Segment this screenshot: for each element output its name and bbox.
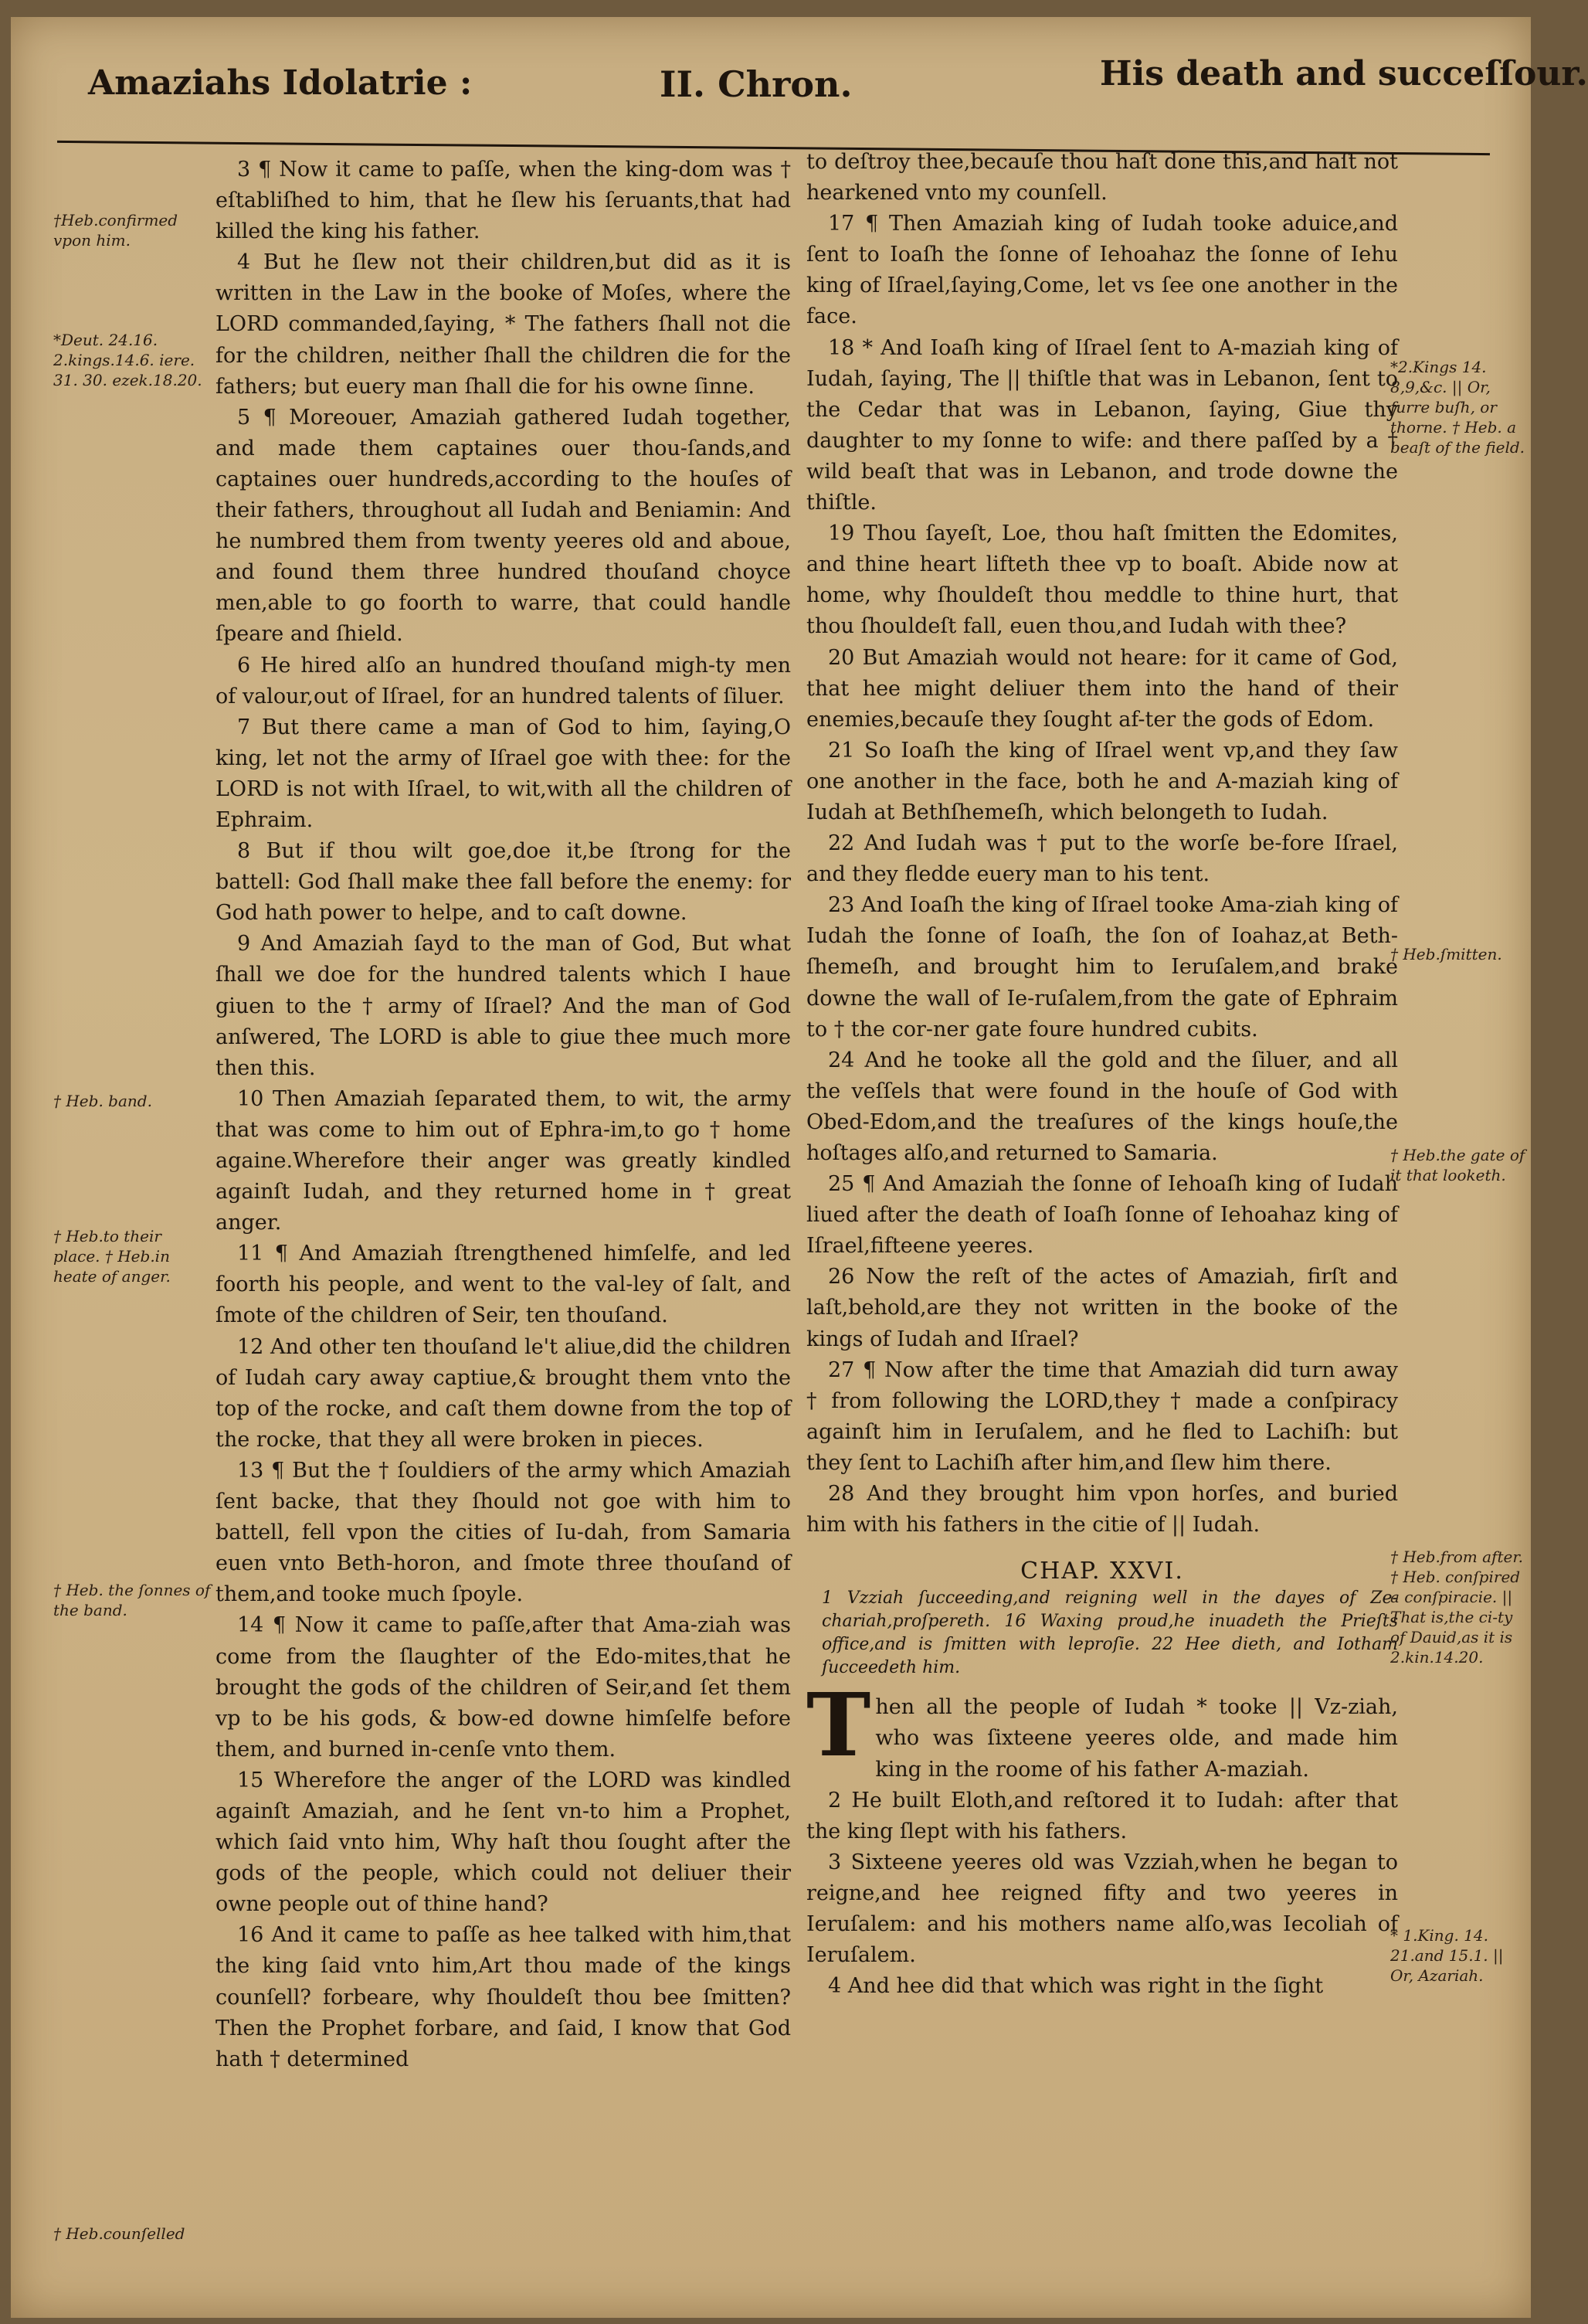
verse: 5 ¶ Moreouer, Amaziah gathered Iudah together, and made them captaines ouer thou-ſands,and captaines ouer hundreds,according to the houſes of their fathers, throughout all Iudah and Beniamin: And he numbred them from twenty yeeres old and aboue, and found them three hundred thouſand choyce men,able to go foorth to warre, that could handle ſpeare and ſhield.	[215, 405, 791, 647]
chapter-summary: 1 Vzziah ſucceeding,and reigning well in the dayes of Ze-chariah,proſpereth. 16 Waxing proud,he inuadeth the Prieſts office,and is ſmitten with leproſie. 22 Hee dieth, and Iotham ſucceedeth him.	[822, 1588, 1398, 1678]
verse: 19 Thou ſayeſt, Loe, thou haſt ſmitten the Edomites, and thine heart lifteth thee vp to boaſt. Abide now at home, why ſhouldeſt thou meddle to thine hurt, that thou ſhouldeſt fall, euen thou,and Iudah with thee?	[806, 522, 1398, 639]
verse: 3 ¶ Now it came to paſſe, when the king-dom was † eſtabliſhed to him, that he ſlew his ſeruants,that had killed the king his father.	[215, 158, 791, 244]
verse: 8 But if thou wilt goe,doe it,be ſtrong for the battell: God ſhall make thee fall before the enemy: for God hath power to helpe, and to caſt downe.	[215, 839, 791, 926]
running-header-left: Amaziahs Idolatrie :	[88, 63, 473, 103]
margin-note: † Heb.the gate of it that looketh.	[1390, 1146, 1525, 1184]
running-header-book: II. Chron.	[660, 63, 853, 105]
bible-page	[11, 17, 1588, 2318]
verse: 20 But Amaziah would not heare: for it came of God, that hee might deliuer them into the hand of their enemies,becauſe they ſought af-ter the gods of Edom.	[806, 645, 1398, 732]
verse: 2 He built Eloth,and reſtored it to Iudah: after that the king ſlept with his fathers.	[806, 1788, 1398, 1843]
verse: 14 ¶ Now it came to paſſe,after that Ama-ziah was come from the ſlaughter of the Edo-mites,that he brought the gods of the children of Seir,and ſet them vp to be his gods, & bow-ed downe himſelfe before them, and burned in-cenſe vnto them.	[215, 1613, 791, 1762]
verse: 22 And Iudah was † put to the worſe be-fore Iſrael, and they fledde euery man to his tent.	[806, 831, 1398, 887]
margin-note: † Heb. band.	[53, 1092, 152, 1110]
verse: 4 But he ſlew not their children,but did as it is written in the Law in the booke of Moſes, where the LORD commanded,ſaying, * The fathers ſhall not die for the children, neither ſhall the children die for the fathers; but euery man ſhall die for his owne ſinne.	[215, 250, 791, 399]
text-column-right	[806, 147, 1398, 2002]
verse: 7 But there came a man of God to him, ſaying,O king, let not the army of Iſrael goe with thee: for the LORD is not with Iſrael, to wit,with all the children of Ephraim.	[215, 715, 791, 832]
chapter-title: CHAP. XXVI.	[1020, 1558, 1184, 1585]
margin-note: † Heb.ſmitten.	[1390, 945, 1502, 963]
text-column-left	[215, 155, 791, 2075]
margin-note: *Deut. 24.16. 2.kings.14.6. iere. 31. 30. ezek.18.20.	[53, 331, 202, 389]
verse: 6 He hired alſo an hundred thouſand migh-ty men of valour,out of Iſrael, for an hundred talents of ſiluer.	[215, 653, 791, 708]
verse: 27 ¶ Now after the time that Amaziah did turn away † from following the LORD,they † made a conſpiracy againſt him in Ieruſalem, and he fled to Lachiſh: but they ſent to Lachiſh after him,and ſlew him there.	[806, 1357, 1398, 1475]
chapter-first-verse	[806, 1675, 1398, 1785]
margin-note: † Heb.from after. † Heb. conſpired a conſpiracie. || That is,the ci-ty of Dauid,as it is 2.kin.14.20.	[1390, 1548, 1524, 1667]
verse: 4 And hee did that which was right in the ſight	[828, 1974, 1324, 1999]
verse: 18 * And Ioaſh king of Iſrael ſent to A-maziah king of Iudah, ſaying, The || thiſtle that was in Lebanon, ſent to the Cedar that was in Lebanon, ſaying, Giue thy daughter to my ſonne to wife: and there paſſed by a † wild beaſt that was in Lebanon, and trode downe the thiſtle.	[806, 335, 1398, 515]
verse-continuation: to deſtroy thee,becauſe thou haſt done this,and haſt not hearkened vnto my counſell.	[806, 150, 1398, 206]
verse: 26 Now the reſt of the actes of Amaziah, firſt and laſt,behold,are they not written in the booke of the kings of Iudah and Iſrael?	[806, 1265, 1398, 1351]
verse: 21 So Ioaſh the king of Iſrael went vp,and they ſaw one another in the face, both he and A-maziah king of Iudah at Bethſhemeſh, which belongeth to Iudah.	[806, 738, 1398, 824]
drop-cap: T	[806, 1675, 871, 1777]
margin-note: * 1.King. 14. 21.and 15.1. || Or, Azariah.	[1390, 1926, 1504, 1985]
verse: 3 Sixteene yeeres old was Vzziah,when he began to reigne,and hee reigned fifty and two yeeres in Ieruſalem: and his mothers name alſo,was Iecoliah of Ieruſalem.	[806, 1850, 1398, 1968]
verse: 13 ¶ But the † ſouldiers of the army which Amaziah ſent backe, that they ſhould not goe with him to battell, fell vpon the cities of Iu-dah, from Samaria euen vnto Beth-horon, and ſmote three thouſand of them,and tooke much ſpoyle.	[215, 1458, 791, 1607]
running-header-right: His death and succeſſour.	[1100, 54, 1588, 93]
verse: 15 Wherefore the anger of the LORD was kindled againſt Amaziah, and he ſent vn-to him a Prophet, which ſaid vnto him, Why haſt thou ſought after the gods of the people, which could not deliuer their owne people out of thine hand?	[215, 1768, 791, 1917]
margin-note: *2.Kings 14. 8,9,&c. || Or, furre buſh, or thorne. † Heb. a beaſt of the field.	[1390, 358, 1525, 457]
margin-note: † Heb.counſelled	[53, 2224, 185, 2243]
verse: 9 And Amaziah ſayd to the man of God, But what ſhall we doe for the hundred talents which I haue giuen to the † army of Iſrael? And the man of God anſwered, The LORD is able to giue thee much more then this.	[215, 932, 791, 1080]
margin-note: †Heb.confirmed vpon him.	[53, 211, 178, 250]
verse: 25 ¶ And Amaziah the ſonne of Iehoaſh king of Iudah liued after the death of Ioaſh ſonne of Iehoahaz king of Iſrael,fifteene yeeres.	[806, 1172, 1398, 1259]
margin-note: † Heb. the ſonnes of the band.	[53, 1581, 211, 1619]
first-verse-text: hen all the people of Iudah * tooke || Vz-ziah, who was ſixteene yeeres olde, and made him king in the roome of his father A-maziah.	[875, 1695, 1398, 1782]
margin-note: † Heb.to their place. † Heb.in heate of anger.	[53, 1227, 171, 1286]
verse: 10 Then Amaziah ſeparated them, to wit, the army that was come to him out of Ephra-im,to go † home againe.Wherefore their anger was greatly kindled againſt Iudah, and they returned home in † great anger.	[215, 1086, 791, 1235]
verse: 24 And he tooke all the gold and the ſiluer, and all the veſſels that were found in the houſe of God with Obed-Edom,and the treaſures of the kings houſe,the hoſtages alſo,and returned to Samaria.	[806, 1048, 1398, 1165]
verse: 28 And they brought him vpon horſes, and buried him with his fathers in the citie of || Iudah.	[806, 1482, 1398, 1537]
verse: 23 And Ioaſh the king of Iſrael tooke Ama-ziah king of Iudah the ſonne of Ioaſh, the ſon of Ioahaz,at Beth-ſhemeſh, and brought him to Ieruſalem,and brake downe the wall of Ie-ruſalem,from the gate of Ephraim to † the cor-ner gate foure hundred cubits.	[806, 893, 1398, 1041]
verse: 11 ¶ And Amaziah ſtrengthened himſelfe, and led foorth his people, and went to the val-ley of ſalt, and ſmote of the children of Seir, ten thouſand.	[215, 1242, 791, 1328]
verse: 17 ¶ Then Amaziah king of Iudah tooke aduice,and ſent to Ioaſh the ſonne of Iehoahaz the ſonne of Iehu king of Iſrael,ſaying,Come, let vs ſee one another in the face.	[806, 212, 1398, 329]
verse: 16 And it came to paſſe as hee talked with him,that the king ſaid vnto him,Art thou made of the kings counſell? forbeare, why ſhouldeſt thou bee ſmitten? Then the Prophet forbare, and ſaid, I know that God hath † determined	[215, 1923, 791, 2071]
verse: 12 And other ten thouſand le't aliue,did the children of Iudah cary away captiue,& brought them vnto the top of the rocke, and caſt them downe from the top of the rocke, that they all were broken in pieces.	[215, 1334, 791, 1452]
